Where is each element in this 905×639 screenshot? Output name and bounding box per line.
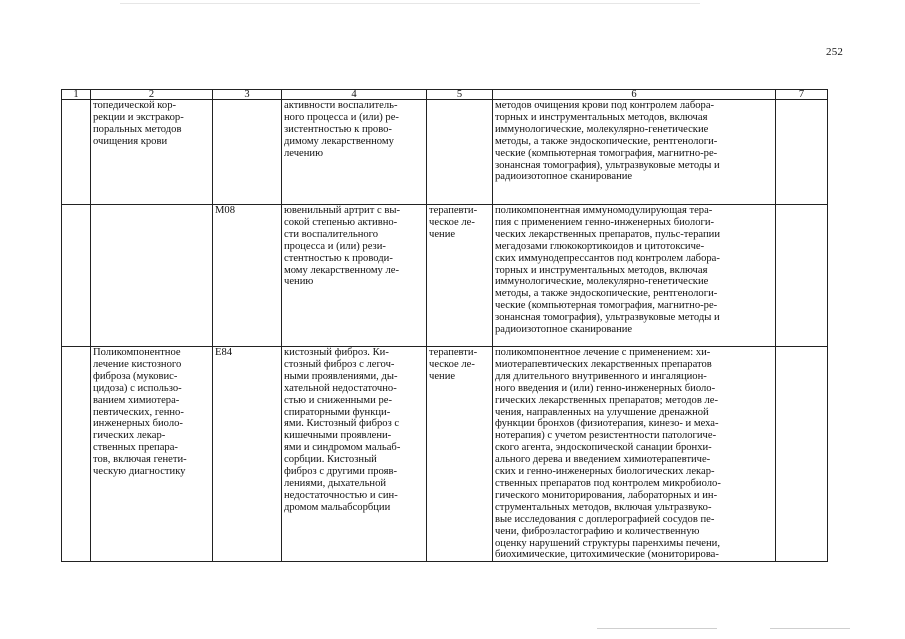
cell-number	[62, 205, 91, 347]
cell-treatment-method: поликомпонентное лечение с применением: хи- миотерапевтических лекарственных препаратов для длительного внутривенного и ингаляцион- ного введения и (или) генно-инженерных биоло- гических лекарственных препаратов; методов ле- чения, направленных на улучшение дренажной функции бронхов (физиотерапия, кинезо- и меха- нотерапия) с учетом резистентности патологиче- ского агента, эндоскопической санации бронхи- ального дерева и введением химиотерапевтиче- ских и генно-инженерных биологических лекар- ственных препаратов под контролем микробиоло- гического мониторирования, лабораторных и ин- струментальных методов, включая ультразвуко- вые исследования с доплерографией сосудов пе- чени, фиброэластографию и количественную оценку нарушений структуры паренхимы печени, биохимические, цитохимические (мониторирова-	[493, 347, 776, 562]
cell-cost	[776, 100, 828, 205]
cell-model-patient: активности воспалитель- ного процесса и (или) ре- зистентностью к прово- димому лекарственному лечению	[282, 100, 427, 205]
cell-model-patient: кистозный фиброз. Ки- стозный фиброз с легоч- ными проявлениями, ды- хательной недостаточно- стью и сниженными ре- спираторными функци- ями. Кистозный фиброз с кишечными проявлени- ями и синдромом мальаб- сорбции. Кистозный фиброз с другими прояв- лениями, дыхательной недостаточностью и син- дромом мальабсорбции	[282, 347, 427, 562]
scan-edge-line	[597, 628, 717, 629]
cell-cost	[776, 205, 828, 347]
cell-treatment-type: терапевти- ческое ле- чение	[427, 205, 493, 347]
cell-icd-code: M08	[213, 205, 282, 347]
column-header-5: 5	[427, 90, 493, 100]
cell-number	[62, 100, 91, 205]
cell-treatment-method: поликомпонентная иммуномодулирующая тера- пия с применением генно-инженерных биологи- ческих лекарственных препаратов, пульс-терапии мегадозами глюкокортикоидов и цитотоксиче- ских иммунодепрессантов под контролем лабора- торных и инструментальных методов, включая иммунологические, молекулярно-генетические методы, а также эндоскопические, рентгенологи- ческие (компьютерная томография, магнитно-ре- зонансная томография), ультразвуковые методы и радиоизотопное сканирование	[493, 205, 776, 347]
cell-treatment-type: терапевти- ческое ле- чение	[427, 347, 493, 562]
procedure-table	[61, 89, 828, 562]
column-number-row	[62, 90, 828, 100]
cell-profile: топедической кор- рекции и экстракор- поральных методов очищения крови	[91, 100, 213, 205]
column-header-3: 3	[213, 90, 282, 100]
column-header-4: 4	[282, 90, 427, 100]
column-header-6: 6	[493, 90, 776, 100]
cell-icd-code: E84	[213, 347, 282, 562]
cell-profile: Поликомпонентное лечение кистозного фиброза (муковис- цидоза) с использо- ванием химиотера- певтических, генно- инженерных биоло- гических лекар- ственных препара- тов, включая генети- ческую диагностику	[91, 347, 213, 562]
column-header-7: 7	[776, 90, 828, 100]
table-row	[62, 100, 828, 205]
cell-number	[62, 347, 91, 562]
table-row	[62, 347, 828, 562]
cell-cost	[776, 347, 828, 562]
page-number: 252	[826, 46, 844, 58]
cell-treatment-type	[427, 100, 493, 205]
cell-icd-code	[213, 100, 282, 205]
scan-edge-line	[120, 3, 700, 4]
cell-treatment-method: методов очищения крови под контролем лабора- торных и инструментальных методов, включая иммунологические, молекулярно-генетические методы, а также эндоскопические, рентгенологи- ческие (компьютерная томография, магнитно-ре- зонансная томография), ультразвуковые методы и радиоизотопное сканирование	[493, 100, 776, 205]
cell-model-patient: ювенильный артрит с вы- сокой степенью активно- сти воспалительного процесса и (или) рези- стентностью к проводи- мому лекарственному ле- чению	[282, 205, 427, 347]
cell-profile	[91, 205, 213, 347]
column-header-2: 2	[91, 90, 213, 100]
table-row	[62, 205, 828, 347]
scan-edge-line	[770, 628, 850, 629]
column-header-1: 1	[62, 90, 91, 100]
